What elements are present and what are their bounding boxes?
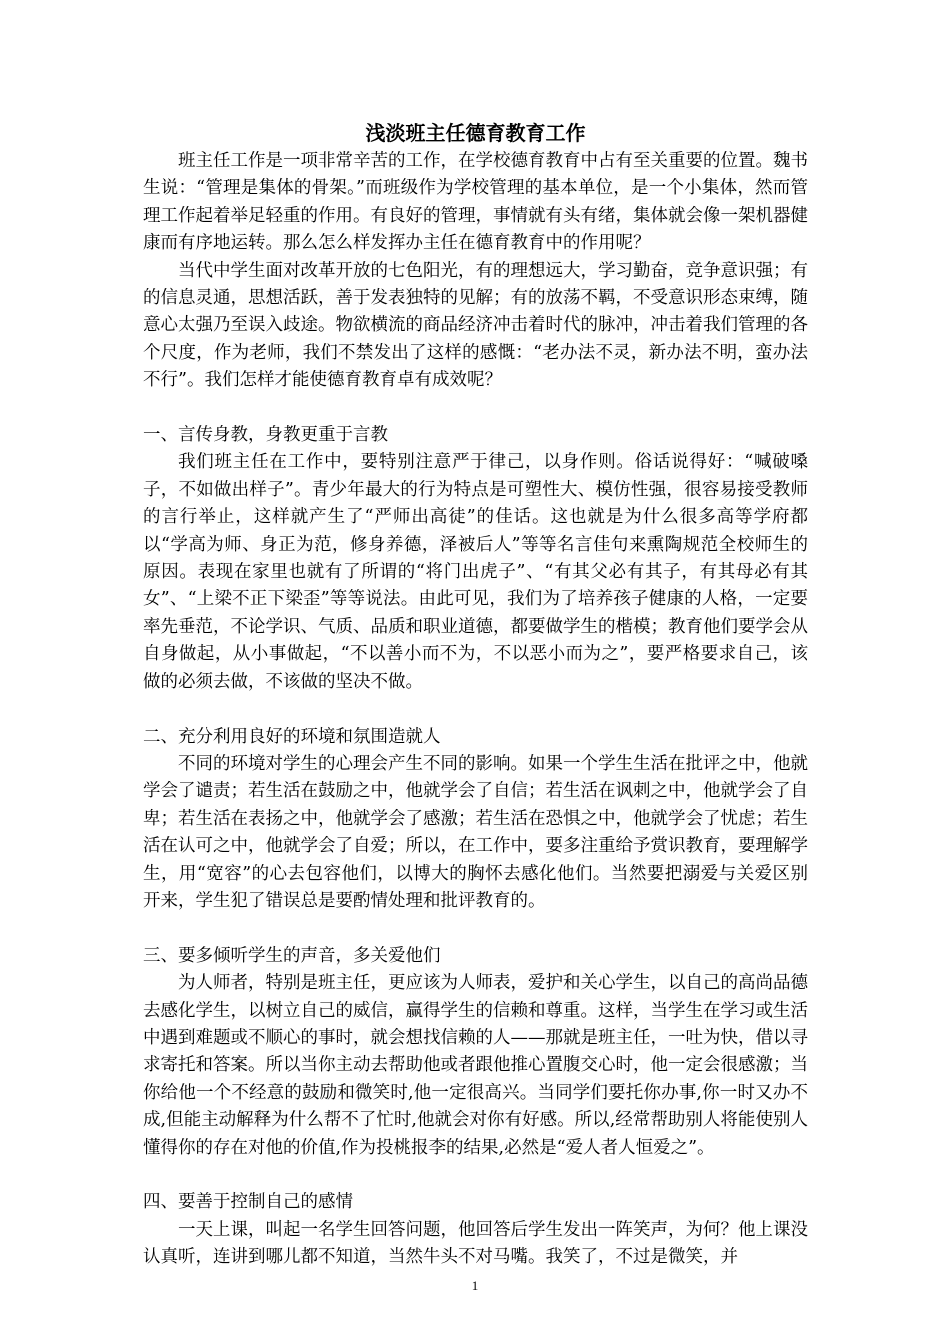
- section-heading-2: 二、充分利用良好的环境和氛围造就人: [143, 726, 441, 747]
- document-title: 浅淡班主任德育教育工作: [365, 121, 586, 145]
- section-body-3: 为人师者，特别是班主任，更应该为人师表，爱护和关心学生，以自己的高尚品德去感化学生，以树立自己的威信，赢得学生的信赖和尊重。这样，当学生在学习或生活中遇到难题或不顺心的事时，就会想找信赖的人——那就是班主任，一吐为快，借以寻求寄托和答案。所以当你主动去帮助他或者跟他推心置腹交心时，他一定会很感激；当你给他一个不经意的鼓励和微笑时,他一定很高兴。当同学们要托你办事,你一时又办不成,但能主动解释为什么帮不了忙时,他就会对你有好感。所以,经常帮助别人将能使别人懂得你的存在对他的价值,作为投桃报李的结果,必然是“爱人者人恒爱之”。: [143, 973, 808, 1158]
- intro-paragraph-1: 班主任工作是一项非常辛苦的工作，在学校德育教育中占有至关重要的位置。魏书生说：“管理是集体的骨架。”而班级作为学校管理的基本单位，是一个小集体，然而管理工作起着举足轻重的作用。有良好的管理，事情就有头有绪，集体就会像一架机器健康而有序地运转。那么怎么样发挥办主任在德育教育中的作用呢？: [143, 151, 808, 254]
- section-body-4: 一天上课，叫起一名学生回答问题，他回答后学生发出一阵笑声，为何？他上课没认真听，连讲到哪儿都不知道，当然牛头不对马嘴。我笑了，不过是微笑，并: [143, 1219, 808, 1268]
- intro-paragraph-2: 当代中学生面对改革开放的七色阳光，有的理想远大，学习勤奋，竞争意识强；有的信息灵通，思想活跃，善于发表独特的见解；有的放荡不羁，不受意识形态束缚，随意心太强乃至误入歧途。物欲横流的商品经济冲击着时代的脉冲，冲击着我们管理的各个尺度，作为老师，我们不禁发出了这样的感慨：“老办法不灵，新办法不明，蛮办法不行”。我们怎样才能使德育教育卓有成效呢？: [143, 260, 808, 391]
- section-body-2: 不同的环境对学生的心理会产生不同的影响。如果一个学生生活在批评之中，他就学会了谴责；若生活在鼓励之中，他就学会了自信；若生活在讽刺之中，他就学会了自卑；若生活在表扬之中，他就学会了感激；若生活在恐惧之中，他就学会了忧虑；若生活在认可之中，他就学会了自爱；所以，在工作中，要多注重给予赏识教育，要理解学生，用“宽容”的心去包容他们，以博大的胸怀去感化他们。当然要把溺爱与关爱区别开来，学生犯了错误总是要酌情处理和批评教育的。: [143, 753, 808, 911]
- paragraph-spacer: [143, 696, 808, 723]
- section-heading-4: 四、要善于控制自己的感情: [143, 1192, 353, 1213]
- page-number: 1: [471, 1278, 479, 1293]
- paragraph-spacer: [143, 1162, 808, 1189]
- section-heading-3: 三、要多倾听学生的声音，多关爱他们: [143, 945, 441, 966]
- section-body-1: 我们班主任在工作中，要特别注意严于律己，以身作则。俗话说得好：“喊破嗓子，不如做出样子”。青少年最大的行为特点是可塑性大、模仿性强，很容易接受教师的言行举止，这样就产生了“严师出高徒”的佳话。这也就是为什么很多高等学府都以“学高为师、身正为范，修身养德，泽被后人”等等名言佳句来熏陶规范全校师生的原因。表现在家里也就有了所谓的“将门出虎子”、“有其父必有其子，有其母必有其女”、“上梁不正下梁歪”等等说法。由此可见，我们为了培养孩子健康的人格，一定要率先垂范，不论学识、气质、品质和职业道德，都要做学生的楷模；教育他们要学会从自身做起，从小事做起，“不以善小而不为，不以恶小而为之”，要严格要求自己，该做的必须去做，不该做的坚决不做。: [143, 452, 808, 692]
- paragraph-spacer: [143, 915, 808, 942]
- document-body: [143, 118, 808, 1272]
- paragraph-spacer: [143, 395, 808, 422]
- section-heading-1: 一、言传身教，身教更重于言教: [143, 425, 388, 446]
